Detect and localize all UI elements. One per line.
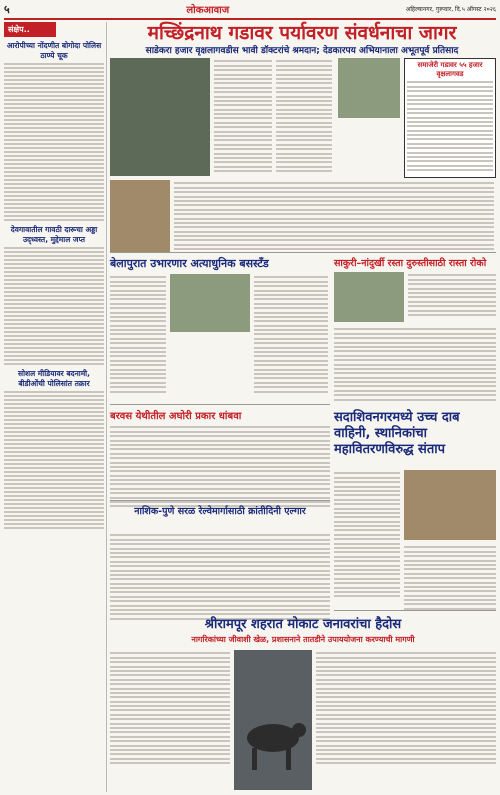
lead-photo [110, 180, 170, 252]
story-subhead: नागरिकांच्या जीवाशी खेळ, प्रशासनाने तातडीने उपाययोजना करण्याची मागणी [191, 635, 415, 644]
section-rule [110, 404, 330, 405]
story-photo [234, 650, 312, 790]
brief-title: देवगावातील गावठी दारूचा अड्डा उद्ध्वस्त, मुद्देमाल जप्त [10, 225, 98, 244]
brief-title: आरोपीच्या नोंदणीत बोगोदा पोलिस ठाण्ये चूक [6, 41, 102, 60]
section-rule [110, 252, 496, 253]
brief-column [4, 22, 104, 531]
story-text [334, 470, 400, 600]
lead-headline: मच्छिंद्रनाथ गडावर पर्यावरण संवर्धनाचा जागर [147, 22, 457, 44]
lead-text-col [174, 180, 494, 253]
lead-photo [110, 58, 210, 176]
section-rule [334, 610, 496, 611]
brief-text [4, 391, 104, 529]
story-photo [170, 274, 250, 332]
masthead [4, 0, 496, 20]
story-headline: साकुरी–नांदुर्खी रस्ता दुरुस्तीसाठी रास्ता रोको [334, 258, 487, 269]
lead-subhead: साडेकरा हजार वृक्षलागवडीस भावी डॉक्टरांचे श्रमदान; देडकारपय अभियानाला अभूतपूर्व प्रतिसाद [145, 46, 459, 56]
story-headline: श्रीरामपूर शहरात मोकाट जनावरांचा हैदोस [204, 617, 402, 632]
lead-text-col [276, 58, 332, 175]
lead-text-col [214, 58, 272, 175]
date-line: अहिल्यानगर, गुरूवार, दि.५ ऑगस्ट २०२६ [405, 6, 496, 13]
cow-illustration-icon [234, 650, 312, 790]
sidebox [404, 58, 496, 178]
story-text [110, 532, 330, 622]
brief-text [4, 247, 104, 365]
story-text [254, 274, 328, 395]
sidebox-text [407, 81, 493, 171]
story-headline: बरवस येथीतील अघोरी प्रकार धांबवा [110, 411, 242, 422]
column-divider [106, 22, 107, 792]
story-photo [334, 272, 404, 322]
story-text [408, 272, 496, 318]
story-text [334, 326, 496, 403]
paper-name: लोकआवाज [186, 5, 230, 16]
story-photo [404, 470, 496, 540]
story-text [110, 650, 230, 767]
section-rule [110, 500, 330, 501]
lead-headline-block [108, 22, 496, 57]
brief-title: सोशल मीडियावर बदनामी, बीडीओंची पोलिसांत तक्रार [18, 369, 90, 388]
story-headline: सदाशिवनगरमध्ये उच्च दाब वाहिनी, स्थानिकांचा महावितरणविरुद्ध संताप [334, 410, 460, 457]
story-headline: बेलापुरात उभारणार अत्याधुनिक बसस्टँड [110, 257, 269, 270]
lead-photo [338, 58, 400, 118]
story-text [110, 274, 166, 395]
brief-item [4, 41, 104, 221]
story-text [110, 424, 330, 510]
brief-text [4, 63, 104, 221]
brief-item [4, 225, 104, 365]
brief-item [4, 369, 104, 529]
story-text [316, 650, 496, 767]
page-number: ५ [4, 2, 10, 16]
story-text [404, 544, 496, 612]
sidebox-title: समाजेरी गडावर ५५ हजार वृक्षलागवड [417, 61, 483, 78]
story-headline: नाशिक-पुणे सरळ रेल्वेमार्गासाठी क्रांतीदिनी एल्गार [134, 506, 306, 517]
section-label: संक्षेप.. [4, 22, 56, 37]
